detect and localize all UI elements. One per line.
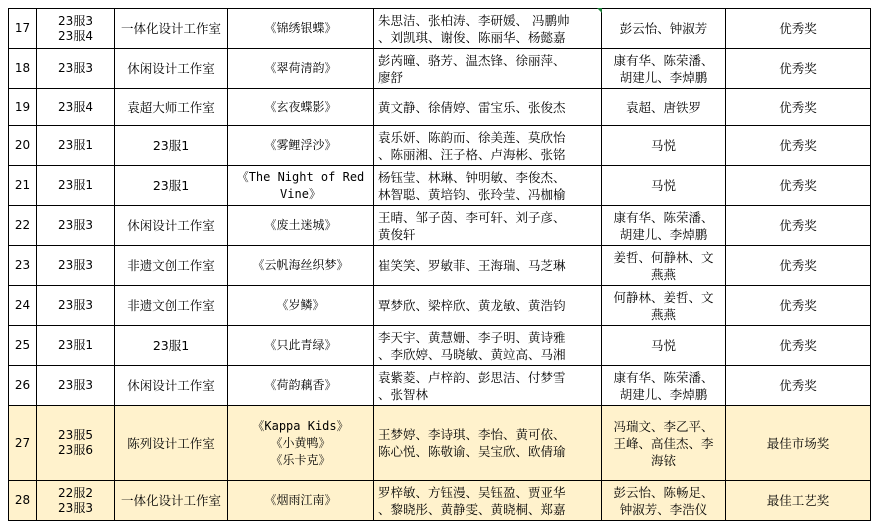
studio-cell: 23服1 (115, 326, 228, 366)
class-cell-line: 23服3 (58, 61, 93, 75)
work-title-cell-line: 《Kappa Kids》 (252, 418, 349, 433)
members-cell-line: 朱思洁、张柏涛、李研媛、 冯鹏帅 (378, 12, 570, 28)
work-title-cell-line: 《雾鲤浮沙》 (264, 138, 337, 152)
work-title-cell (228, 326, 374, 366)
teachers-cell-line: 冯瑞文、李乙平、 (613, 418, 714, 434)
class-cell-line: 23服1 (58, 338, 93, 352)
teachers-cell (602, 166, 726, 206)
work-title-cell (228, 286, 374, 326)
members-cell-line: 王晴、邹子茵、李可轩、刘子彦、 (378, 209, 566, 225)
members-cell-line: 廖舒 (378, 69, 404, 85)
row-number-cell: 21 (9, 166, 37, 206)
row-number-cell: 26 (9, 366, 37, 406)
work-title-cell-line: 《荷韵藕香》 (264, 378, 337, 392)
teachers-cell-line: 康有华、陈荣潘、 (613, 52, 714, 68)
award-cell: 优秀奖 (726, 126, 871, 166)
row-number-cell: 24 (9, 286, 37, 326)
class-cell (37, 406, 115, 481)
class-cell-line: 23服5 (58, 428, 93, 442)
teachers-cell-line: 燕燕 (650, 306, 676, 322)
members-cell (374, 286, 602, 326)
table-row (9, 481, 871, 521)
table-row (9, 326, 871, 366)
teachers-cell (602, 406, 726, 481)
members-cell (374, 326, 602, 366)
work-title-cell-line: Vine》 (280, 186, 321, 201)
work-title-cell (228, 49, 374, 89)
teachers-cell (602, 326, 726, 366)
members-cell (374, 126, 602, 166)
studio-cell: 休闲设计工作室 (115, 49, 228, 89)
award-cell: 优秀奖 (726, 366, 871, 406)
studio-cell: 陈列设计工作室 (115, 406, 228, 481)
work-title-cell-line: 《翠荷清韵》 (264, 61, 337, 75)
work-title-cell (228, 481, 374, 521)
row-number-cell: 22 (9, 206, 37, 246)
teachers-cell (602, 246, 726, 286)
studio-cell: 23服1 (115, 126, 228, 166)
teachers-cell-line: 海铱 (650, 452, 676, 468)
class-cell (37, 366, 115, 406)
studio-cell: 非遗文创工作室 (115, 246, 228, 286)
members-cell-line: 李天宇、黄慧姗、李子明、黄诗雅 (378, 329, 566, 345)
work-title-cell (228, 126, 374, 166)
class-cell-line: 23服3 (58, 298, 93, 312)
class-cell-line: 23服3 (58, 258, 93, 272)
teachers-cell (602, 481, 726, 521)
members-cell-line: 、张智林 (378, 386, 429, 402)
studio-cell: 休闲设计工作室 (115, 206, 228, 246)
table-row (9, 366, 871, 406)
teachers-cell (602, 206, 726, 246)
award-cell: 最佳工艺奖 (726, 481, 871, 521)
members-cell-line: 罗梓敏、方钰漫、吴钰盈、贾亚华 (378, 484, 566, 500)
teachers-cell-line: 彭云怡、陈畅足、 (613, 484, 714, 500)
row-number-cell: 17 (9, 9, 37, 49)
members-cell-line: 王梦婷、李诗琪、李怡、黄可依、 (378, 427, 566, 442)
teachers-cell-line: 王峰、高佳杰、李 (613, 435, 714, 451)
members-cell-line: 彭芮曈、骆芳、温杰锋、徐丽萍、 (378, 52, 566, 68)
teachers-cell-line: 康有华、陈荣潘、 (613, 209, 714, 225)
class-cell-line: 22服2 (58, 485, 93, 500)
class-cell (37, 89, 115, 126)
class-cell (37, 9, 115, 49)
class-cell (37, 326, 115, 366)
members-cell-line: 、黎晓彤、黄静雯、黄晓桐、郑嘉 (378, 501, 566, 517)
work-title-cell-line: 《废土迷城》 (264, 218, 337, 232)
members-cell-line: 覃梦欣、梁梓欣、黄龙敏、黄浩钧 (378, 298, 566, 313)
teachers-cell-line: 何静林、姜哲、文 (613, 289, 714, 305)
members-cell-line: 袁乐妍、陈韵而、徐美莲、莫欣怡 (378, 129, 566, 145)
row-number-cell: 27 (9, 406, 37, 481)
members-cell (374, 166, 602, 206)
studio-cell: 一体化设计工作室 (115, 481, 228, 521)
work-title-cell (228, 9, 374, 49)
class-cell-line: 23服4 (58, 28, 93, 43)
teachers-cell (602, 286, 726, 326)
row-number-cell: 19 (9, 89, 37, 126)
teachers-cell-line: 马悦 (650, 178, 676, 193)
work-title-cell-line: 《岁鳞》 (276, 298, 325, 312)
members-cell (374, 9, 602, 49)
studio-cell: 一体化设计工作室 (115, 9, 228, 49)
members-cell (374, 246, 602, 286)
teachers-cell-line: 胡建儿、李焯鹏 (619, 69, 708, 85)
teachers-cell-line: 袁超、唐铁罗 (625, 99, 701, 115)
studio-cell: 非遗文创工作室 (115, 286, 228, 326)
table-row (9, 49, 871, 89)
class-cell-line: 23服3 (58, 378, 93, 392)
studio-cell: 23服1 (115, 166, 228, 206)
class-cell (37, 49, 115, 89)
work-title-cell (228, 366, 374, 406)
cell-comment-marker (597, 8, 602, 13)
teachers-cell-line: 钟淑芳、李浩仪 (619, 501, 708, 517)
class-cell-line: 23服1 (58, 138, 93, 152)
work-title-cell-line: 《乐卡克》 (270, 452, 331, 467)
studio-cell: 袁超大师工作室 (115, 89, 228, 126)
award-cell: 优秀奖 (726, 49, 871, 89)
members-cell-line: 林智聪、黄培钧、张玲莹、冯枷榆 (378, 186, 566, 202)
class-cell-line: 23服6 (58, 443, 93, 457)
teachers-cell-line: 彭云怡、钟淑芳 (619, 21, 708, 36)
row-number-cell: 20 (9, 126, 37, 166)
members-cell (374, 206, 602, 246)
class-cell (37, 246, 115, 286)
award-cell: 优秀奖 (726, 326, 871, 366)
award-cell: 优秀奖 (726, 9, 871, 49)
class-cell (37, 126, 115, 166)
award-cell: 优秀奖 (726, 206, 871, 246)
table-body (9, 9, 871, 521)
row-number-cell: 28 (9, 481, 37, 521)
class-cell-line: 23服3 (58, 500, 93, 515)
row-number-cell: 23 (9, 246, 37, 286)
table-row (9, 89, 871, 126)
work-title-cell-line: 《小黄鸭》 (270, 435, 331, 450)
work-title-cell (228, 206, 374, 246)
table-row (9, 9, 871, 49)
members-cell-line: 、李欣婷、马晓敏、黄竝高、马湘 (378, 346, 566, 362)
row-number-cell: 18 (9, 49, 37, 89)
teachers-cell-line: 马悦 (650, 338, 676, 353)
teachers-cell-line: 马悦 (650, 138, 676, 153)
award-cell: 优秀奖 (726, 246, 871, 286)
teachers-cell-line: 燕燕 (650, 266, 676, 282)
table-row (9, 246, 871, 286)
teachers-cell (602, 366, 726, 406)
award-cell: 优秀奖 (726, 89, 871, 126)
class-cell-line: 23服3 (58, 218, 93, 232)
table-row (9, 286, 871, 326)
work-title-cell-line: 《The Night of Red (236, 169, 365, 184)
class-cell-line: 23服3 (58, 13, 93, 28)
class-cell (37, 166, 115, 206)
teachers-cell (602, 126, 726, 166)
work-title-cell-line: 《云帆海丝织梦》 (252, 258, 349, 272)
members-cell-line: 陈心悦、陈敬谕、吴宝欣、欧倩瑜 (378, 444, 566, 459)
work-title-cell (228, 166, 374, 206)
teachers-cell (602, 49, 726, 89)
members-cell-line: 、刘凯琪、谢俊、陈丽华、杨懿嘉 (378, 29, 566, 45)
teachers-cell (602, 89, 726, 126)
work-title-cell (228, 89, 374, 126)
award-cell: 优秀奖 (726, 286, 871, 326)
members-cell (374, 49, 602, 89)
class-cell-line: 23服4 (58, 99, 93, 114)
teachers-cell-line: 胡建儿、李焯鹏 (619, 226, 708, 242)
table-row (9, 126, 871, 166)
table-row (9, 206, 871, 246)
members-cell-line: 崔笑笑、罗敏菲、王海瑞、马芝琳 (378, 258, 566, 273)
members-cell (374, 89, 602, 126)
members-cell (374, 366, 602, 406)
teachers-cell-line: 姜哲、何静林、文 (613, 249, 714, 265)
class-cell (37, 286, 115, 326)
work-title-cell (228, 406, 374, 481)
work-title-cell (228, 246, 374, 286)
teachers-cell (602, 9, 726, 49)
award-cell: 最佳市场奖 (726, 406, 871, 481)
work-title-cell-line: 《玄夜蝶影》 (264, 99, 337, 114)
work-title-cell-line: 《锦绣银蝶》 (264, 21, 337, 35)
members-cell-line: 黄文静、徐倩婷、雷宝乐、张俊杰 (378, 99, 566, 115)
work-title-cell-line: 《只此青绿》 (264, 338, 337, 352)
members-cell (374, 406, 602, 481)
members-cell-line: 袁紫菱、卢梓韵、彭思洁、付梦雪 (378, 369, 566, 385)
award-cell: 优秀奖 (726, 166, 871, 206)
class-cell (37, 206, 115, 246)
table-row (9, 406, 871, 481)
members-cell-line: 黄俊轩 (378, 226, 416, 242)
row-number-cell: 25 (9, 326, 37, 366)
studio-cell: 休闲设计工作室 (115, 366, 228, 406)
teachers-cell-line: 胡建儿、李焯鹏 (619, 386, 708, 402)
members-cell-line: 杨钰莹、林琳、钟明敏、李俊杰、 (378, 169, 566, 185)
class-cell (37, 481, 115, 521)
members-cell-line: 、陈丽湘、汪子格、卢海彬、张铭 (378, 146, 566, 162)
work-title-cell-line: 《烟雨江南》 (264, 493, 337, 507)
teachers-cell-line: 康有华、陈荣潘、 (613, 369, 714, 385)
class-cell-line: 23服1 (58, 178, 93, 192)
table-row (9, 166, 871, 206)
members-cell (374, 481, 602, 521)
awards-table (8, 8, 871, 521)
